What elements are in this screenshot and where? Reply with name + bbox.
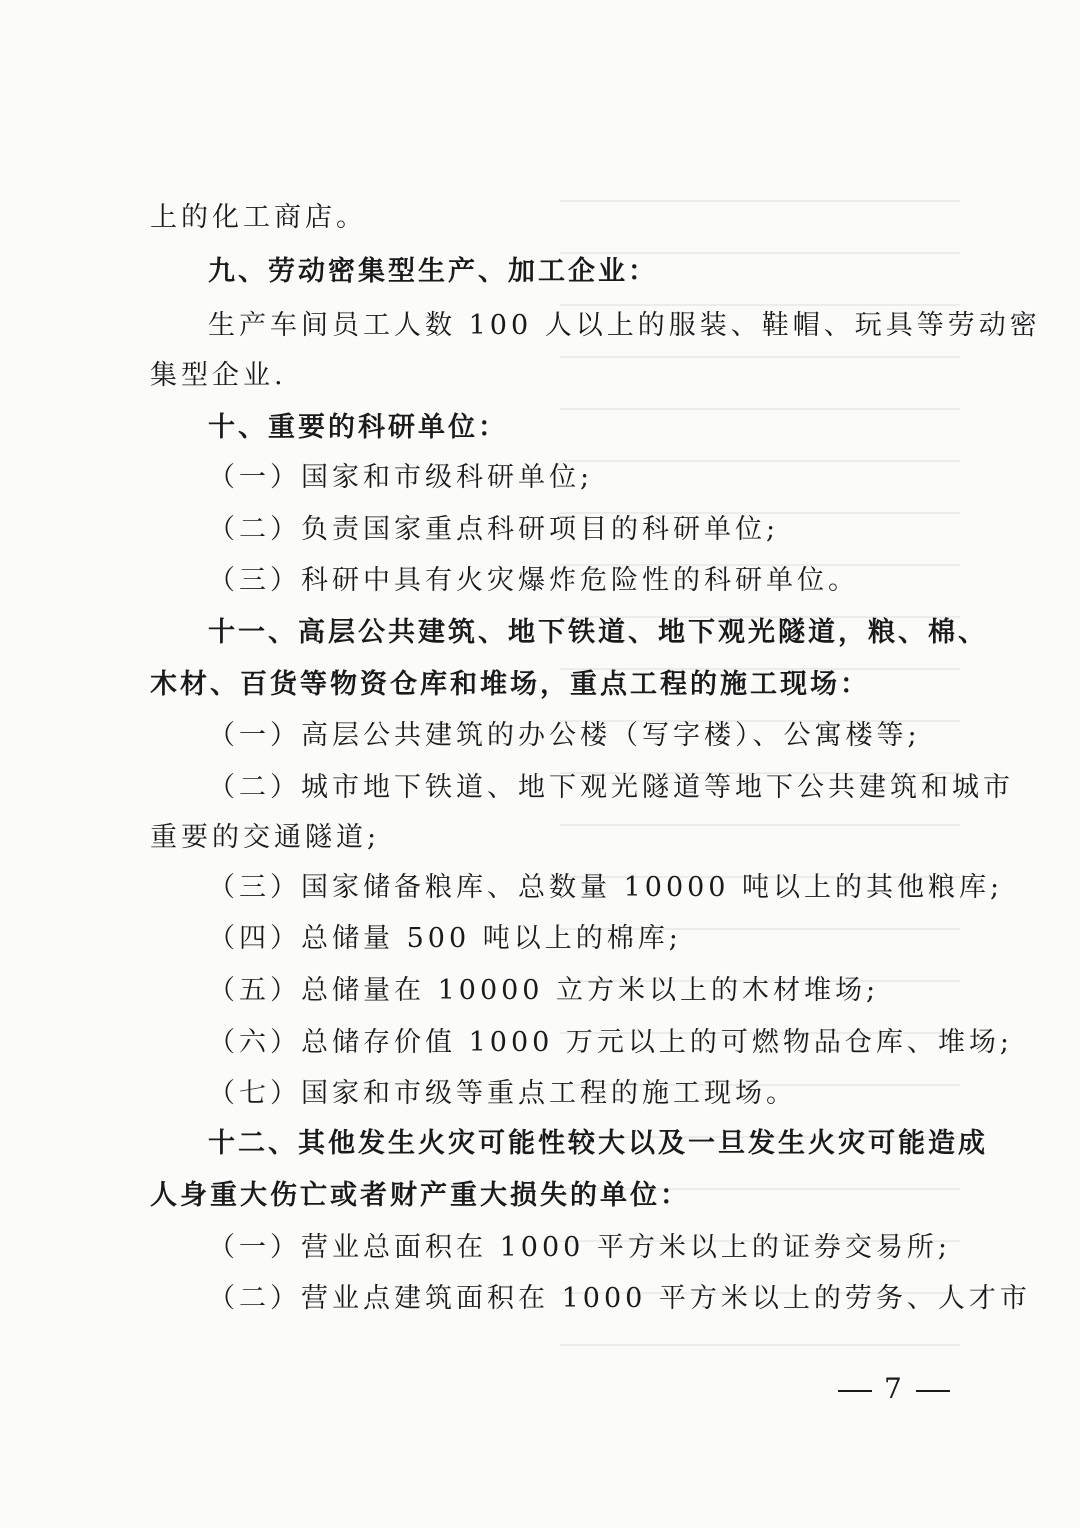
section-heading: 九、劳动密集型生产、加工企业： bbox=[208, 256, 658, 287]
list-item: （六）总储存价值 1000 万元以上的可燃物品仓库、堆场; bbox=[208, 1027, 1013, 1058]
list-item: （二）城市地下铁道、地下观光隧道等地下公共建筑和城市 bbox=[208, 772, 1014, 803]
list-item: （二）营业点建筑面积在 1000 平方米以上的劳务、人才市 bbox=[208, 1283, 1031, 1314]
section-heading: 十、重要的科研单位： bbox=[208, 412, 508, 443]
text-line: 集型企业. bbox=[150, 360, 287, 391]
list-item: （三）国家储备粮库、总数量 10000 吨以上的其他粮库; bbox=[208, 872, 1004, 903]
section-heading-continued: 木材、百货等物资仓库和堆场，重点工程的施工现场： bbox=[150, 669, 870, 700]
text-line: 上的化工商店。 bbox=[150, 202, 367, 233]
dash-right bbox=[916, 1390, 950, 1392]
list-item: （四）总储量 500 吨以上的棉库; bbox=[208, 923, 682, 954]
list-item: （一）高层公共建筑的办公楼（写字楼）、公寓楼等; bbox=[208, 720, 921, 751]
list-item: （二）负责国家重点科研项目的科研单位; bbox=[208, 514, 780, 545]
page-number bbox=[838, 1372, 950, 1405]
section-heading: 十一、高层公共建筑、地下铁道、地下观光隧道，粮、棉、 bbox=[208, 617, 988, 648]
list-item: （一）营业总面积在 1000 平方米以上的证券交易所; bbox=[208, 1232, 951, 1263]
section-heading: 十二、其他发生火灾可能性较大以及一旦发生火灾可能造成 bbox=[208, 1128, 988, 1159]
text-line: 重要的交通隧道; bbox=[150, 822, 381, 853]
page-number-value: 7 bbox=[884, 1372, 904, 1405]
text-line: 生产车间员工人数 100 人以上的服装、鞋帽、玩具等劳动密 bbox=[208, 310, 1041, 341]
dash-left bbox=[838, 1390, 872, 1392]
list-item: （一）国家和市级科研单位; bbox=[208, 462, 594, 493]
section-heading-continued: 人身重大伤亡或者财产重大损失的单位： bbox=[150, 1180, 690, 1211]
list-item: （三）科研中具有火灾爆炸危险性的科研单位。 bbox=[208, 565, 859, 596]
list-item: （七）国家和市级等重点工程的施工现场。 bbox=[208, 1078, 797, 1109]
list-item: （五）总储量在 10000 立方米以上的木材堆场; bbox=[208, 975, 880, 1006]
